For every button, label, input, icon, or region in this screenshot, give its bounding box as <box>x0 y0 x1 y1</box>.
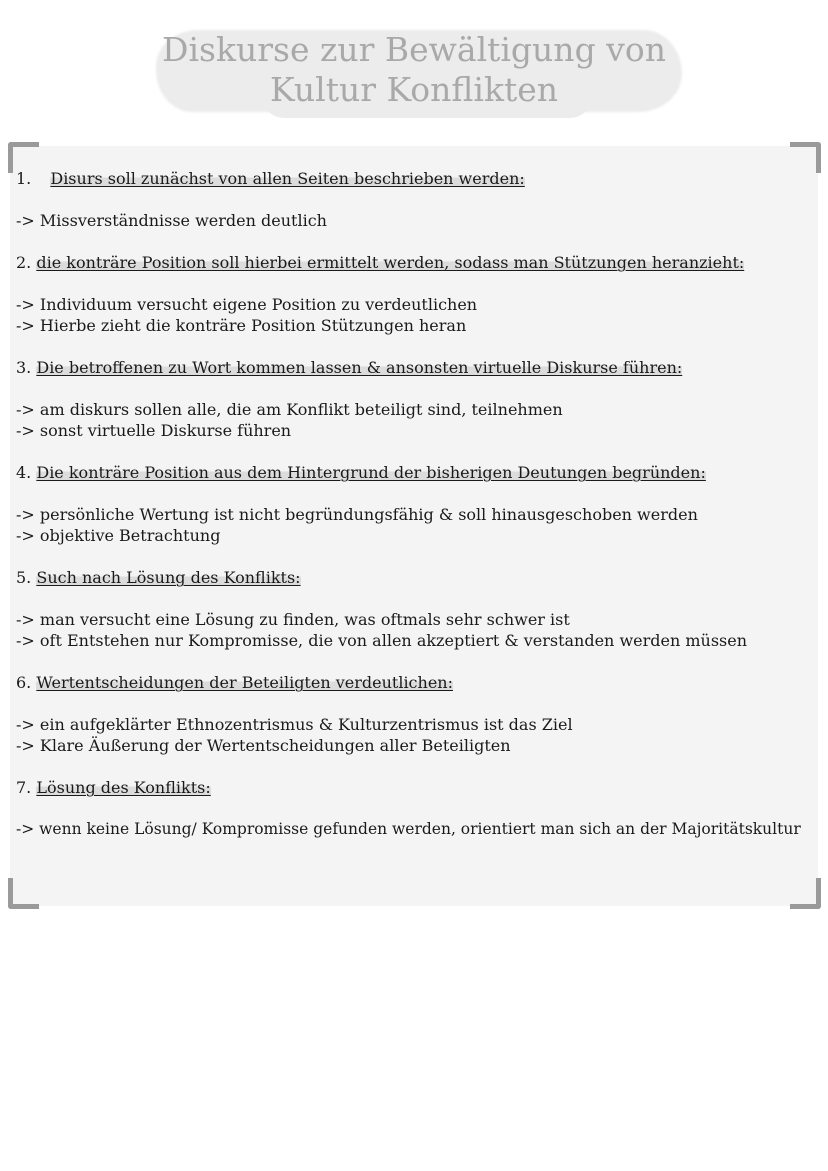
section-5 <box>16 567 812 651</box>
section-point: -> Klare Äußerung der Wertentscheidungen aller Beteiligten <box>16 736 511 755</box>
section-1 <box>16 168 812 231</box>
section-point: -> Missverständnisse werden deutlich <box>16 211 327 230</box>
section-heading <box>16 168 812 189</box>
page-title-line-2: Kultur Konflikten <box>269 70 558 109</box>
section-heading <box>16 672 812 693</box>
section-point: -> man versucht eine Lösung zu finden, was oftmals sehr schwer ist <box>16 610 570 629</box>
section-heading <box>16 462 812 483</box>
section-heading-text: Such nach Lösung des Konflikts: <box>36 568 301 587</box>
section-heading <box>16 567 812 588</box>
section-point: -> Hierbe zieht die konträre Position Stützungen heran <box>16 316 467 335</box>
section-2 <box>16 252 812 336</box>
section-point: -> oft Entstehen nur Kompromisse, die von allen akzeptiert & verstanden werden müssen <box>16 631 748 650</box>
section-heading-text: Disurs soll zunächst von allen Seiten beschrieben werden: <box>50 169 525 188</box>
section-number: 4. <box>16 463 32 482</box>
section-heading <box>16 777 812 798</box>
section-7 <box>16 777 812 840</box>
section-number: 1. <box>16 169 32 188</box>
section-point: -> Individuum versucht eigene Position zu verdeutlichen <box>16 295 478 314</box>
section-point: -> am diskurs sollen alle, die am Konflikt beteiligt sind, teilnehmen <box>16 400 563 419</box>
section-heading-text: Die betroffenen zu Wort kommen lassen & ansonsten virtuelle Diskurse führen: <box>36 358 683 377</box>
section-heading <box>16 357 812 378</box>
section-heading-text: Wertentscheidungen der Beteiligten verdeutlichen: <box>36 673 453 692</box>
corner-bracket-bottom-left <box>8 878 39 909</box>
section-point: -> ein aufgeklärter Ethnozentrismus & Kulturzentrismus ist das Ziel <box>16 715 573 734</box>
title-area <box>0 22 828 118</box>
section-number: 3. <box>16 358 32 377</box>
section-point: -> sonst virtuelle Diskurse führen <box>16 421 292 440</box>
section-heading <box>16 252 812 273</box>
corner-bracket-bottom-right <box>790 878 821 909</box>
section-heading-text: die konträre Position soll hierbei ermittelt werden, sodass man Stützungen heranzieht: <box>36 253 745 272</box>
section-6 <box>16 672 812 756</box>
section-number: 7. <box>16 778 32 797</box>
page-title-line-1: Diskurse zur Bewältigung von <box>162 30 666 69</box>
section-number: 2. <box>16 253 32 272</box>
section-4 <box>16 462 812 546</box>
section-point: -> wenn keine Lösung/ Kompromisse gefunden werden, orientiert man sich an der Majoritätskultur <box>16 820 801 838</box>
section-heading-text: Lösung des Konflikts: <box>36 778 211 797</box>
section-point: -> persönliche Wertung ist nicht begründungsfähig & soll hinausgeschoben werden <box>16 505 698 524</box>
section-number: 6. <box>16 673 32 692</box>
page-title <box>0 30 828 110</box>
section-heading-text: Die konträre Position aus dem Hintergrund der bisherigen Deutungen begründen: <box>36 463 706 482</box>
section-point: -> objektive Betrachtung <box>16 526 221 545</box>
section-number: 5. <box>16 568 32 587</box>
discourse-list <box>16 168 812 861</box>
section-3 <box>16 357 812 441</box>
